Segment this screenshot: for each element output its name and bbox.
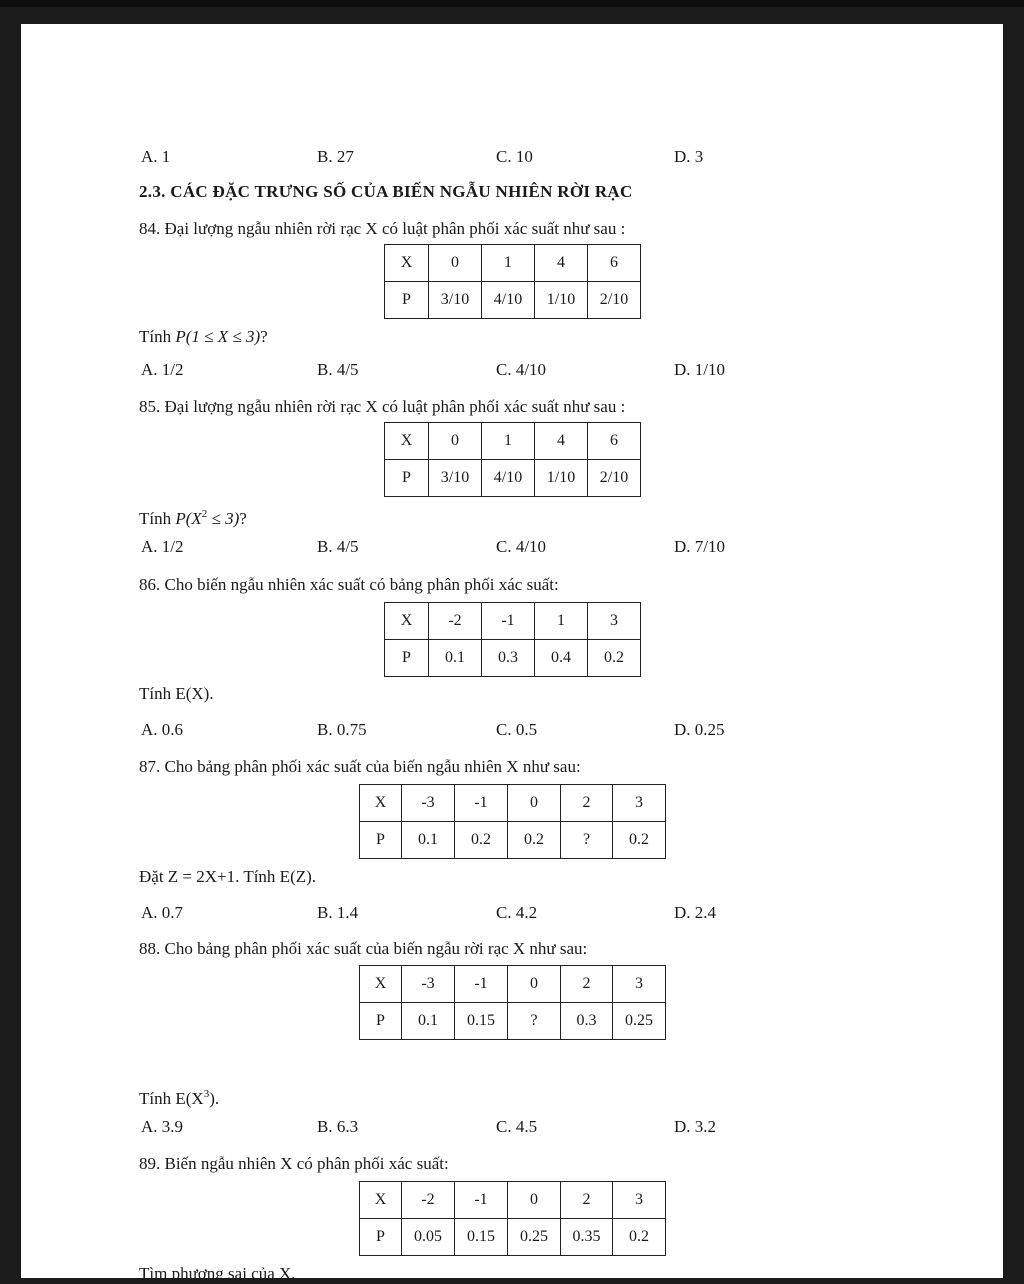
ask-suffix: ? [239,509,247,528]
table-cell: 3 [588,603,641,640]
ask-text: Tính E(X [139,1089,204,1108]
distribution-table [359,1181,666,1256]
table-cell: 0.1 [402,822,455,859]
question-stem: 89. Biến ngẫu nhiên X có phân phối xác suất: [139,1154,449,1173]
table-row [385,603,641,640]
table-cell: 0 [508,785,561,822]
option-d: D. 3 [674,147,704,166]
question-ask: Tính E(X). [139,684,214,703]
ask-math: ≤ 3) [207,509,240,528]
table-cell: X [360,1182,402,1219]
table-cell: 0 [429,423,482,460]
table-cell: 1/10 [535,282,588,319]
table-cell: 1 [482,423,535,460]
option-b: B. 27 [317,147,354,166]
table-cell: 2 [561,1182,613,1219]
table-cell: 1/10 [535,460,588,497]
distribution-table [384,244,641,319]
question-ask [139,327,268,347]
option-d: D. 1/10 [674,360,725,379]
distribution-table [384,422,641,497]
table-cell: 4 [535,245,588,282]
ask-exponent: 2 [201,508,208,520]
table-cell: 3 [613,1182,666,1219]
table-cell: 4/10 [482,282,535,319]
table-row [360,785,666,822]
table-cell: P [385,640,429,677]
option-d: D. 3.2 [674,1117,717,1136]
table-cell: ? [508,1003,561,1040]
top-bar [0,0,1024,7]
ask-math: P(X [175,509,202,528]
table-cell: 0.15 [455,1219,508,1256]
option-a: A. 1/2 [141,537,184,556]
option-d: D. 2.4 [674,903,717,922]
table-cell: 0.2 [588,640,641,677]
table-cell: 0 [508,966,561,1003]
table-cell: 2/10 [588,282,641,319]
ask-exponent: 3 [203,1088,210,1100]
ask-text: ). [209,1089,220,1108]
table-cell: X [360,966,402,1003]
table-row [385,640,641,677]
question-stem: 88. Cho bảng phân phối xác suất của biến ngẫu rời rạc X như sau: [139,939,588,958]
table-cell: 6 [588,245,641,282]
table-row [360,822,666,859]
table-row [360,1219,666,1256]
question-ask [139,504,247,529]
table-cell: P [385,282,429,319]
option-a: A. 3.9 [141,1117,184,1136]
option-b: B. 0.75 [317,720,367,739]
table-cell: -1 [455,966,508,1003]
option-a: A. 1/2 [141,360,184,379]
option-a: A. 0.7 [141,903,184,922]
table-cell: -2 [402,1182,455,1219]
table-cell: 6 [588,423,641,460]
question-ask: Tìm phương sai của X. [139,1264,296,1283]
table-row [385,423,641,460]
option-b: B. 1.4 [317,903,359,922]
table-cell: 0.25 [508,1219,561,1256]
option-c: C. 10 [496,147,533,166]
ask-prefix: Tính [139,509,176,528]
table-cell: 4 [535,423,588,460]
table-row [360,966,666,1003]
distribution-table [384,602,641,677]
table-cell: 4/10 [482,460,535,497]
table-cell: -1 [455,785,508,822]
table-cell: 3/10 [429,282,482,319]
table-cell: X [360,785,402,822]
distribution-table [359,784,666,859]
option-b: B. 4/5 [317,537,359,556]
distribution-table [359,965,666,1040]
table-cell: 3 [613,966,666,1003]
table-cell: X [385,245,429,282]
table-cell: 2/10 [588,460,641,497]
table-row [385,245,641,282]
table-cell: 3/10 [429,460,482,497]
option-c: C. 4/10 [496,537,547,556]
option-b: B. 6.3 [317,1117,359,1136]
question-stem: 84. Đại lượng ngẫu nhiên rời rạc X có luật phân phối xác suất như sau : [139,219,626,238]
option-c: C. 4.2 [496,903,538,922]
table-row [385,460,641,497]
table-cell: 0.3 [482,640,535,677]
table-cell: 0.2 [455,822,508,859]
table-cell: P [360,1003,402,1040]
question-stem: 86. Cho biến ngẫu nhiên xác suất có bảng phân phối xác suất: [139,575,559,594]
option-c: C. 0.5 [496,720,538,739]
table-cell: 2 [561,966,613,1003]
table-cell: ? [561,822,613,859]
ask-math: P(1 ≤ X ≤ 3) [175,327,261,346]
table-cell: 0 [508,1182,561,1219]
table-cell: 0.2 [613,822,666,859]
option-b: B. 4/5 [317,360,359,379]
option-a: A. 1 [141,147,171,166]
table-cell: 0.15 [455,1003,508,1040]
table-cell: 0.2 [508,822,561,859]
table-row [360,1003,666,1040]
table-cell: 0.1 [402,1003,455,1040]
table-cell: 0.05 [402,1219,455,1256]
table-cell: -2 [429,603,482,640]
table-cell: 0.3 [561,1003,613,1040]
table-cell: X [385,603,429,640]
table-cell: X [385,423,429,460]
table-cell: -1 [482,603,535,640]
option-c: C. 4.5 [496,1117,538,1136]
table-cell: 0.4 [535,640,588,677]
table-cell: 0.1 [429,640,482,677]
table-cell: -3 [402,966,455,1003]
ask-suffix: ? [260,327,268,346]
option-c: C. 4/10 [496,360,547,379]
table-cell: 0 [429,245,482,282]
table-row [360,1182,666,1219]
table-cell: -1 [455,1182,508,1219]
table-cell: 1 [535,603,588,640]
document-page [21,24,1003,1283]
table-cell: 1 [482,245,535,282]
question-ask [139,1084,219,1109]
table-cell: 0.25 [613,1003,666,1040]
table-cell: P [360,1219,402,1256]
question-ask: Đặt Z = 2X+1. Tính E(Z). [139,867,317,886]
table-cell: 2 [561,785,613,822]
question-stem: 87. Cho bảng phân phối xác suất của biến ngẫu nhiên X như sau: [139,757,581,776]
table-cell: P [385,460,429,497]
table-row [385,282,641,319]
table-cell: 0.2 [613,1219,666,1256]
table-cell: P [360,822,402,859]
section-heading: 2.3. CÁC ĐẶC TRƯNG SỐ CỦA BIẾN NGẪU NHIÊN RỜI RẠC [139,182,633,201]
option-a: A. 0.6 [141,720,184,739]
ask-prefix: Tính [139,327,176,346]
option-d: D. 7/10 [674,537,725,556]
table-cell: 3 [613,785,666,822]
question-stem: 85. Đại lượng ngẫu nhiên rời rạc X có luật phân phối xác suất như sau : [139,397,626,416]
table-cell: -3 [402,785,455,822]
option-d: D. 0.25 [674,720,725,739]
table-cell: 0.35 [561,1219,613,1256]
